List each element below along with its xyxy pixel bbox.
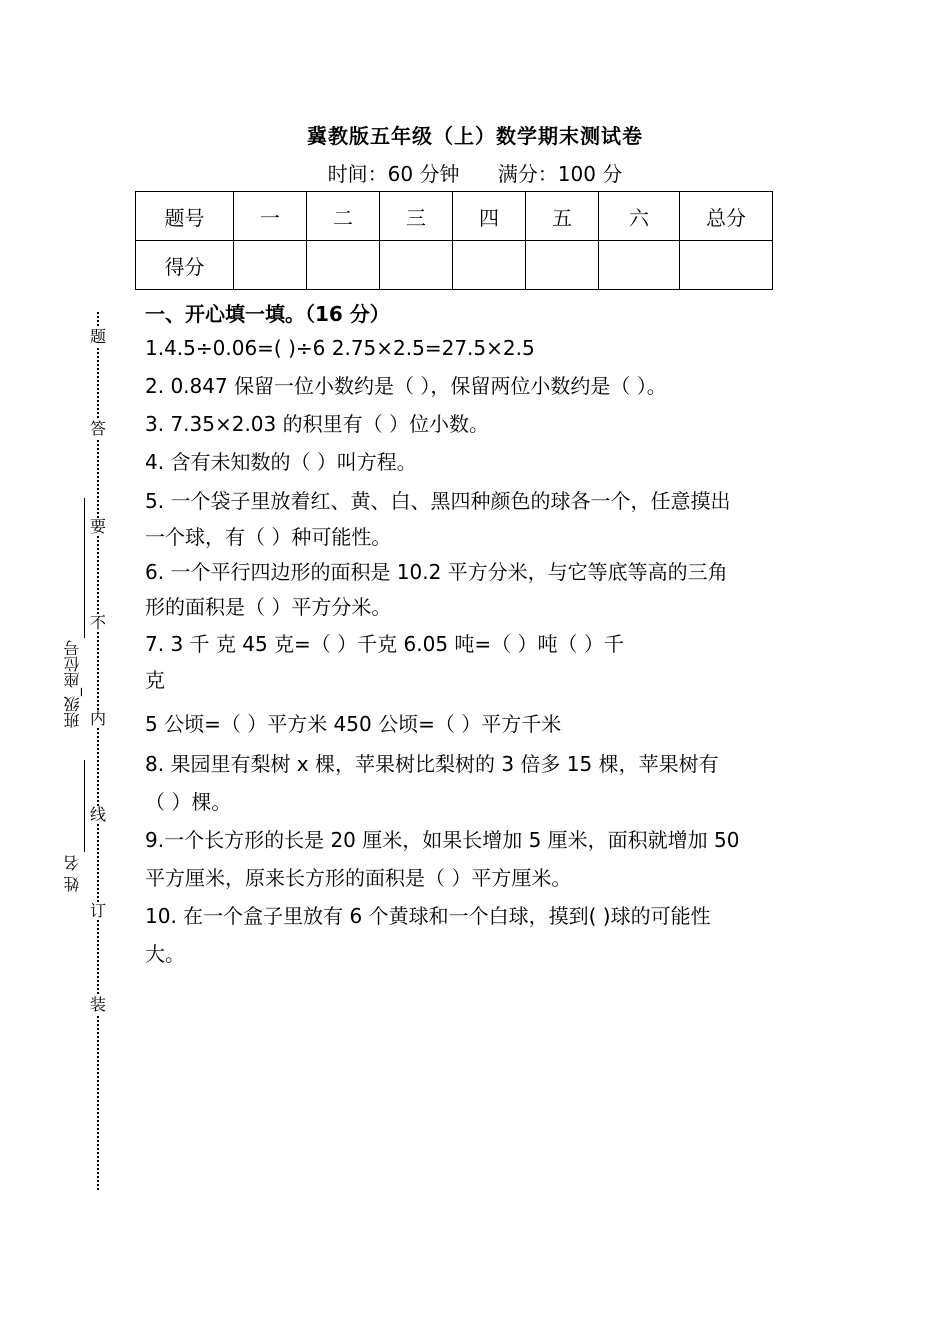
question-line: 大。 xyxy=(145,942,185,966)
exam-meta xyxy=(0,158,950,187)
class-seat-underline xyxy=(84,498,85,638)
score-input-cell[interactable] xyxy=(380,241,453,290)
seal-char: 线 xyxy=(89,805,106,824)
question-line: 一个球，有（ ）种可能性。 xyxy=(145,525,392,549)
score-table-score-row xyxy=(136,241,773,290)
question-line: 4. 含有未知数的（ ）叫方程。 xyxy=(145,450,417,474)
question-line: 5 公顷=（ ）平方米 450 公顷=（ ）平方千米 xyxy=(145,712,562,736)
score-input-cell[interactable] xyxy=(307,241,380,290)
exam-full-score: 满分：100 分 xyxy=(497,162,623,186)
score-input-cell[interactable] xyxy=(234,241,307,290)
seal-char: 不 xyxy=(89,613,106,632)
seal-char: 内 xyxy=(89,709,106,728)
seal-char: 订 xyxy=(89,901,106,920)
score-cell: 四 xyxy=(453,192,526,241)
score-cell: 题号 xyxy=(136,192,234,241)
score-input-cell[interactable] xyxy=(453,241,526,290)
question-line: 克 xyxy=(145,668,165,692)
exam-title: 冀教版五年级（上）数学期末测试卷 xyxy=(307,124,643,148)
score-cell: 得分 xyxy=(136,241,234,290)
question-line: 5. 一个袋子里放着红、黄、白、黑四种颜色的球各一个，任意摸出 xyxy=(145,489,731,513)
class-seat-label: 班级_座位号 xyxy=(63,640,82,728)
exam-time: 时间：60 分钟 xyxy=(327,162,460,186)
question-line: 2. 0.847 保留一位小数约是（ ），保留两位小数约是（ ）。 xyxy=(145,374,667,398)
score-input-cell[interactable] xyxy=(680,241,773,290)
score-table-header-row xyxy=(136,192,773,241)
section-heading: 一、开心填一填。（16 分） xyxy=(145,302,390,326)
score-input-cell[interactable] xyxy=(526,241,599,290)
score-cell: 二 xyxy=(307,192,380,241)
seal-char: 答 xyxy=(89,419,106,438)
binding-dotted-line xyxy=(97,312,99,1190)
seal-char: 要 xyxy=(89,517,106,536)
question-line: 形的面积是（ ）平方分米。 xyxy=(145,595,392,619)
score-table xyxy=(135,191,773,290)
question-line: 3. 7.35×2.03 的积里有（ ）位小数。 xyxy=(145,412,489,436)
name-label: 姓 名 xyxy=(63,855,82,893)
score-cell: 总分 xyxy=(680,192,773,241)
score-cell: 一 xyxy=(234,192,307,241)
question-line: 平方厘米，原来长方形的面积是（ ）平方厘米。 xyxy=(145,866,572,890)
score-cell: 六 xyxy=(599,192,680,241)
name-underline xyxy=(84,760,85,852)
question-line: 6. 一个平行四边形的面积是 10.2 平方分米，与它等底等高的三角 xyxy=(145,560,728,584)
question-line: 7. 3 千 克 45 克=（ ）千克 6.05 吨=（ ）吨（ ）千 xyxy=(145,632,624,656)
score-cell: 三 xyxy=(380,192,453,241)
score-cell: 五 xyxy=(526,192,599,241)
question-line: 1.4.5÷0.06=( )÷6 2.75×2.5=27.5×2.5 xyxy=(145,336,535,360)
question-line: （ ）棵。 xyxy=(145,790,232,814)
question-line: 8. 果园里有梨树 x 棵，苹果树比梨树的 3 倍多 15 棵，苹果树有 xyxy=(145,752,719,776)
question-line: 10. 在一个盒子里放有 6 个黄球和一个白球，摸到( )球的可能性 xyxy=(145,904,711,928)
seal-char: 装 xyxy=(89,995,106,1014)
score-input-cell[interactable] xyxy=(599,241,680,290)
seal-char: 题 xyxy=(89,327,106,346)
question-line: 9.一个长方形的长是 20 厘米，如果长增加 5 厘米，面积就增加 50 xyxy=(145,828,740,852)
